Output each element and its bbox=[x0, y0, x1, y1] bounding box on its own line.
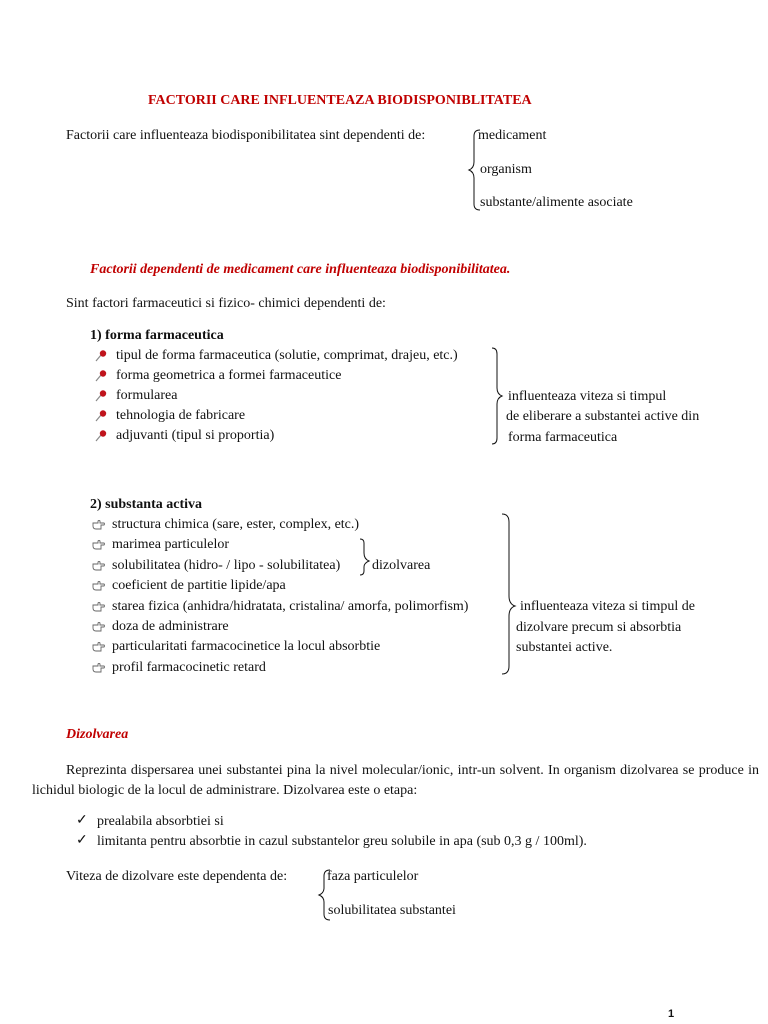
pin-icon bbox=[94, 369, 108, 383]
pointing-hand-icon bbox=[92, 539, 106, 551]
substanta-bullet-5: starea fizica (anhidra/hidratata, cristalina/ amorfa, polimorfism) bbox=[112, 599, 469, 614]
substanta-bullet-2: marimea particulelor bbox=[112, 537, 229, 552]
substanta-bullet-6: doza de administrare bbox=[112, 619, 229, 634]
forma-heading: 1) forma farmaceutica bbox=[90, 328, 224, 343]
viteza-item-2: solubilitatea substantei bbox=[328, 903, 456, 918]
section-heading-medicament: Factorii dependenti de medicament care influenteaza biodisponibilitatea. bbox=[90, 262, 511, 277]
check-item-2: limitanta pentru absorbtie in cazul substantelor greu solubile in apa (sub 0,3 g / 100ml). bbox=[97, 834, 587, 849]
dizolvarea-heading: Dizolvarea bbox=[66, 727, 129, 742]
intro-item-medicament: medicament bbox=[478, 128, 547, 143]
pin-icon bbox=[94, 349, 108, 363]
pin-icon bbox=[94, 409, 108, 423]
pin-icon bbox=[94, 389, 108, 403]
substanta-bullet-1: structura chimica (sare, ester, complex, etc.) bbox=[112, 517, 360, 532]
sub-note-dizolvarea: dizolvarea bbox=[372, 558, 431, 573]
substanta-bullet-8: profil farmacocinetic retard bbox=[112, 660, 266, 675]
substanta-note-3: substantei active. bbox=[516, 640, 613, 655]
pointing-hand-icon bbox=[92, 580, 106, 592]
forma-brace bbox=[490, 346, 506, 446]
forma-note-1: influenteaza viteza si timpul bbox=[508, 389, 667, 404]
intro-item-substante: substante/alimente asociate bbox=[480, 195, 633, 210]
page-title: FACTORII CARE INFLUENTEAZA BIODISPONIBLITATEA bbox=[148, 93, 532, 108]
substanta-note-2: dizolvare precum si absorbtia bbox=[516, 620, 682, 635]
dizolvarea-paragraph: Reprezinta dispersarea unei substantei pina la nivel molecular/ionic, intr-un solvent. In organism dizolvarea se produce in lichidul biologic de la locul de administrare. Dizolvarea este o etapa: bbox=[32, 763, 759, 798]
page-number: 1 bbox=[668, 1008, 675, 1020]
viteza-text: Viteza de dizolvare este dependenta de: bbox=[66, 869, 288, 884]
forma-bullet-2: forma geometrica a formei farmaceutice bbox=[116, 368, 342, 383]
checkmark-icon: ✓ bbox=[76, 813, 88, 828]
intro-item-organism: organism bbox=[480, 162, 532, 177]
section-subtext: Sint factori farmaceutici si fizico- chimici dependenti de: bbox=[66, 296, 386, 311]
substanta-note-1: influenteaza viteza si timpul de bbox=[520, 599, 695, 614]
check-item-1: prealabila absorbtiei si bbox=[97, 814, 224, 829]
pointing-hand-icon bbox=[92, 662, 106, 674]
forma-bullet-3: formularea bbox=[116, 388, 178, 403]
forma-bullet-4: tehnologia de fabricare bbox=[116, 408, 246, 423]
pointing-hand-icon bbox=[92, 560, 106, 572]
forma-bullet-1: tipul de forma farmaceutica (solutie, comprimat, drajeu, etc.) bbox=[116, 348, 458, 363]
pointing-hand-icon bbox=[92, 519, 106, 531]
forma-note-2: de eliberare a substantei active din bbox=[506, 409, 700, 424]
substanta-bullet-7: particularitati farmacocinetice la locul absorbtie bbox=[112, 639, 381, 654]
pointing-hand-icon bbox=[92, 641, 106, 653]
viteza-item-1: faza particulelor bbox=[327, 869, 419, 884]
substanta-bullet-3: solubilitatea (hidro- / lipo - solubilitatea) bbox=[112, 558, 341, 573]
substanta-bullet-4: coeficient de partitie lipide/apa bbox=[112, 578, 286, 593]
pin-icon bbox=[94, 429, 108, 443]
pointing-hand-icon bbox=[92, 601, 106, 613]
forma-bullet-5: adjuvanti (tipul si proportia) bbox=[116, 428, 275, 443]
checkmark-icon: ✓ bbox=[76, 833, 88, 848]
pointing-hand-icon bbox=[92, 621, 106, 633]
forma-note-3: forma farmaceutica bbox=[508, 430, 618, 445]
intro-text: Factorii care influenteaza biodisponibilitatea sint dependenti de: bbox=[66, 128, 426, 143]
substanta-heading: 2) substanta activa bbox=[90, 497, 203, 512]
